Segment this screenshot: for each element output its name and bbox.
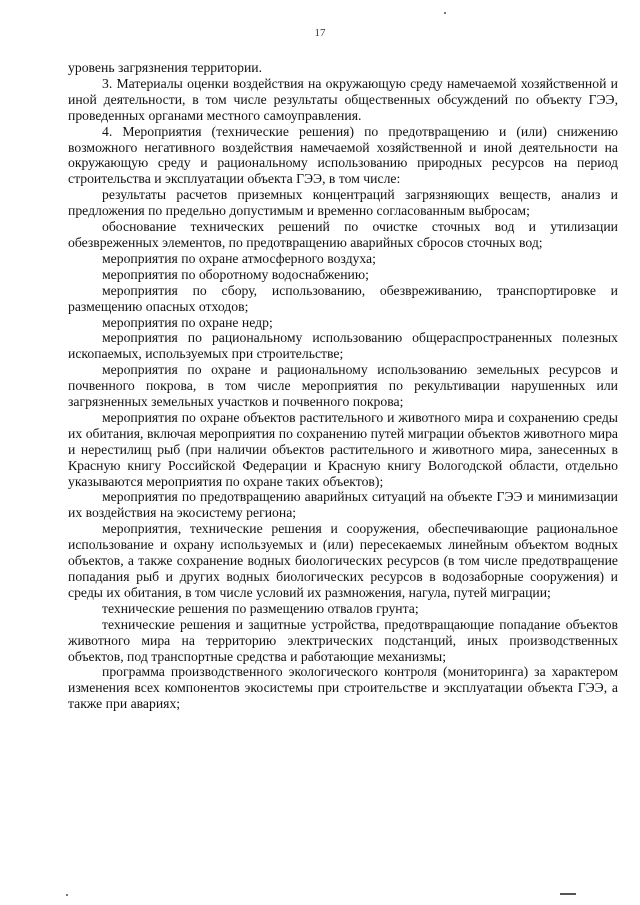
- scan-artifact-top: [444, 12, 446, 14]
- paragraph-12: мероприятия по охране объектов растительного и животного мира и сохранению среды их обитания, включая мероприятия по сохранению путей миграции объектов животного мира и нерестилищ рыб (при наличии объектов растительного и животного мира, занесенных в Красную книгу Российской Федерации и Красную книгу Вологодской области, отдельно указываются мероприятия по охране таких объектов);: [68, 409, 618, 489]
- paragraph-10: мероприятия по рациональному использованию общераспространенных полезных ископаемых, используемых при строительстве;: [68, 330, 618, 362]
- paragraph-11: мероприятия по охране и рациональному использованию земельных ресурсов и почвенного покрова, в том числе мероприятия по рекультивации нарушенных или загрязненных земельных участков и почвенного покрова;: [68, 362, 618, 410]
- paragraph-13: мероприятия по предотвращению аварийных ситуаций на объекте ГЭЭ и минимизации их воздействия на экосистему региона;: [68, 489, 618, 521]
- paragraph-14: мероприятия, технические решения и сооружения, обеспечивающие рациональное использование и охрану используемых и (или) пересекаемых линейным объектом водных объектов, а также сохранение водных биологических ресурсов (в том числе предотвращение попадания рыб и других водных биологических ресурсов в водозаборные сооружения) и среды их обитания, в том числе условий их размножения, нагула, путей миграции;: [68, 521, 618, 600]
- scan-artifact-bottom-right: [560, 893, 576, 895]
- paragraph-3: 4. Мероприятия (технические решения) по предотвращению и (или) снижению возможного негативного воздействия намечаемой хозяйственной и иной деятельности на окружающую среду и рациональному использованию природных ресурсов на период строительства и эксплуатации объекта ГЭЭ, в том числе:: [68, 123, 618, 187]
- paragraph-17: программа производственного экологического контроля (мониторинга) за характером изменения всех компонентов экосистемы при строительстве и эксплуатации объекта ГЭЭ, а также при авариях;: [68, 664, 618, 712]
- paragraph-5: обоснование технических решений по очистке сточных вод и утилизации обезвреженных элементов, по предотвращению аварийных сбросов сточных вод;: [68, 219, 618, 250]
- paragraph-2: 3. Материалы оценки воздействия на окружающую среду намечаемой хозяйственной и иной деятельности, в том числе результаты общественных обсуждений по объекту ГЭЭ, проведенных органами местного самоуправления.: [68, 75, 618, 123]
- paragraph-8: мероприятия по сбору, использованию, обезвреживанию, транспортировке и размещению опасных отходов;: [68, 282, 618, 314]
- paragraph-7: мероприятия по оборотному водоснабжению;: [102, 266, 369, 282]
- paragraph-9: мероприятия по охране недр;: [102, 314, 273, 330]
- paragraph-6: мероприятия по охране атмосферного воздуха;: [102, 250, 376, 266]
- paragraph-15: технические решения по размещению отвалов грунта;: [102, 600, 419, 616]
- scan-artifact-bottom-left: [66, 894, 68, 896]
- paragraph-16: технические решения и защитные устройства, предотвращающие попадание объектов животного мира на территорию электрических подстанций, иных производственных объектов, под транспортные средства и работающие механизмы;: [68, 616, 618, 664]
- paragraph-1: уровень загрязнения территории.: [68, 60, 263, 75]
- page-number: 17: [314, 27, 326, 39]
- document-body: [68, 60, 618, 712]
- paragraph-4: результаты расчетов приземных концентраций загрязняющих веществ, анализ и предложения по предельно допустимым и временно согласованным выбросам;: [68, 187, 618, 219]
